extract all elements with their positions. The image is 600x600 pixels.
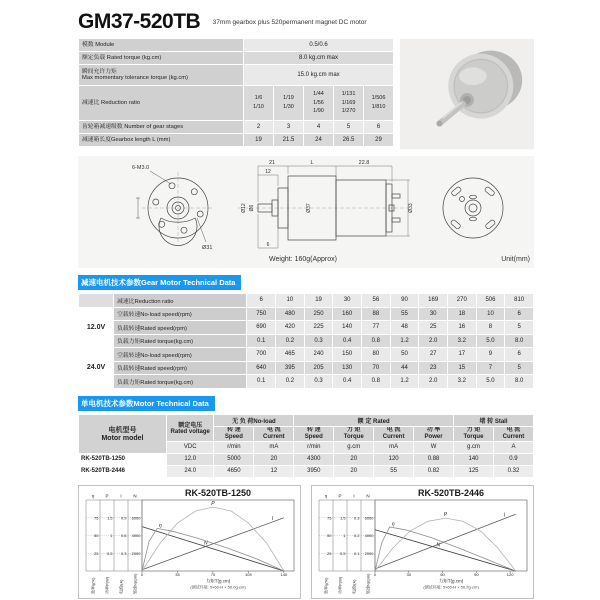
table-cell: 25 [419, 321, 447, 334]
svg-text:N: N [366, 493, 370, 499]
table-cell: 44 [391, 362, 419, 375]
table-cell: 55 [391, 308, 419, 321]
svg-text:105: 105 [245, 571, 252, 577]
row-label: 负载力矩Rated torque(kg.cm) [114, 335, 246, 348]
svg-text:P: P [443, 512, 448, 519]
dim-label-d37: Ø37 [306, 203, 312, 213]
table-cell: W [414, 442, 453, 453]
table-row [79, 134, 393, 146]
svg-text:0.3: 0.3 [353, 515, 360, 521]
motor-table [78, 414, 534, 478]
table-cell: 0.8 [362, 335, 390, 348]
table-cell: 640 [247, 362, 275, 375]
row-label: 减速比Reduction ratio [114, 294, 246, 307]
table-cell: A [494, 442, 533, 453]
table-cell: 8.0 [505, 335, 533, 348]
svg-text:25: 25 [327, 550, 332, 556]
table-cell: 88 [362, 308, 390, 321]
table-cell: 1/506 1/810 [364, 86, 393, 120]
table-cell: mA [374, 442, 413, 453]
table-cell: 2.0 [419, 375, 447, 388]
table-cell: r/min [294, 442, 333, 453]
voltage-header [167, 415, 214, 441]
svg-text:1: 1 [110, 532, 113, 538]
table-cell: 1/44 1/56 1/90 [304, 86, 333, 120]
svg-text:90: 90 [474, 571, 479, 577]
svg-text:I: I [120, 493, 122, 499]
table-cell: 3.2 [448, 375, 476, 388]
svg-text:70: 70 [210, 571, 216, 577]
row-label: 负载转速Rated speed(rpm) [114, 362, 246, 375]
gear-section-header: 减速电机技术参数Gear Motor Technical Data [78, 275, 241, 290]
dim-label-d31: Ø31 [202, 245, 213, 251]
table-cell: 6 [364, 121, 393, 133]
table-cell: 90 [391, 294, 419, 307]
svg-text:P: P [105, 493, 109, 499]
table-cell: 5000 [214, 454, 253, 465]
table-cell: 力 矩 Torque [454, 427, 493, 441]
table-cell: VDC [167, 442, 214, 453]
performance-charts [78, 485, 534, 599]
svg-text:力矩T(g.cm): 力矩T(g.cm) [438, 578, 464, 584]
svg-text:η: η [391, 521, 395, 528]
rear-view [443, 178, 503, 238]
table-cell: 125 [454, 466, 493, 477]
table-cell: 140 [454, 454, 493, 465]
table-cell: 8 [477, 321, 505, 334]
voltage-cell: 24.0V [79, 348, 113, 388]
table-row [79, 52, 393, 64]
table-cell: 6 [505, 348, 533, 361]
table-cell: 506 [477, 294, 505, 307]
svg-text:(测试环境: 5×60-H × 50.2g·cm): (测试环境: 5×60-H × 50.2g·cm) [423, 584, 479, 590]
table-cell: 9 [477, 348, 505, 361]
table-row [79, 308, 533, 321]
page-subtitle: 37mm gearbox plus 520permanent magnet DC motor [212, 19, 367, 26]
spec-label: 减速箱长度Gearbox length L (mm) [79, 134, 243, 146]
table-cell: 0.4 [333, 335, 361, 348]
svg-text:120: 120 [506, 571, 514, 577]
table-cell: 30 [419, 308, 447, 321]
table-cell: 18 [448, 308, 476, 321]
table-cell: 16 [448, 321, 476, 334]
table-cell: 21.5 [274, 134, 303, 146]
table-cell: 12.0 [167, 454, 214, 465]
svg-text:功率P(W): 功率P(W) [337, 576, 343, 594]
table-cell: 29 [364, 134, 393, 146]
table-cell: 5 [505, 321, 533, 334]
svg-text:1: 1 [343, 532, 346, 538]
svg-text:1.5: 1.5 [339, 515, 346, 521]
svg-text:1.5: 1.5 [106, 515, 113, 521]
group-header-rated: 额 定 Rated [294, 415, 453, 426]
svg-text:50: 50 [327, 532, 332, 538]
table-cell: 电 流 Current [374, 427, 413, 441]
svg-text:转速N(rpm): 转速N(rpm) [132, 573, 138, 594]
motor-section-header: 单电机技术参数Motor Technical Data [78, 396, 215, 411]
svg-text:0.2: 0.2 [353, 532, 360, 538]
table-cell: 270 [448, 294, 476, 307]
table-cell: 24 [304, 134, 333, 146]
table-cell: 3.2 [448, 335, 476, 348]
datasheet-page [78, 10, 534, 599]
table-cell: 810 [505, 294, 533, 307]
table-cell: 7 [477, 362, 505, 375]
spec-label: 齿轮箱减速级数 Number of gear stages [79, 121, 243, 133]
table-cell: 420 [276, 321, 304, 334]
svg-text:35: 35 [175, 571, 180, 577]
table-cell: 转 速 Speed [214, 427, 253, 441]
product-photo [400, 38, 534, 150]
table-cell: 50 [391, 348, 419, 361]
voltage-header-cn: 额定电压 [178, 423, 203, 430]
table-cell: g.cm [334, 442, 373, 453]
weight-label: Weight: 160g(Approx) [269, 256, 337, 263]
table-row [79, 65, 393, 85]
svg-text:0.6: 0.6 [120, 532, 127, 538]
table-cell: 20 [254, 454, 293, 465]
table-cell: 27 [419, 348, 447, 361]
table-cell: 465 [276, 348, 304, 361]
table-row [79, 362, 533, 375]
table-cell: 0.88 [414, 454, 453, 465]
spec-label-cn: 瞬间允许力矩 [82, 68, 117, 75]
table-cell: 6 [505, 308, 533, 321]
table-cell: 700 [247, 348, 275, 361]
table-cell: mA [254, 442, 293, 453]
table-cell: 0.4 [333, 375, 361, 388]
svg-text:2000: 2000 [364, 550, 374, 556]
svg-text:η: η [324, 493, 328, 499]
svg-text:0: 0 [140, 571, 144, 577]
row-label: 负载力矩Rated torque(kg.cm) [114, 375, 246, 388]
leader-lines [136, 171, 206, 242]
table-cell: 26.5 [334, 134, 363, 146]
table-row [79, 454, 533, 465]
performance-chart-2446 [311, 485, 534, 599]
svg-text:140: 140 [280, 571, 288, 577]
table-cell: 0.8 [362, 375, 390, 388]
dimension-lines [258, 166, 410, 248]
table-cell: 15 [448, 362, 476, 375]
table-cell: 8.0 [505, 375, 533, 388]
svg-text:N: N [204, 540, 208, 547]
svg-text:6000: 6000 [364, 515, 374, 521]
table-cell: 10 [477, 308, 505, 321]
dimension-drawing [78, 156, 534, 268]
table-cell: 80 [362, 348, 390, 361]
dim-label-12: 12 [265, 169, 271, 175]
svg-text:转速N(rpm): 转速N(rpm) [365, 573, 371, 594]
svg-text:4000: 4000 [131, 532, 141, 538]
table-cell: 12 [254, 466, 293, 477]
table-cell: 1/131 1/169 1/270 [334, 86, 363, 120]
table-cell: 240 [305, 348, 333, 361]
table-cell: 1/6 1/10 [244, 86, 273, 120]
table-row [79, 294, 533, 307]
svg-text:50: 50 [94, 532, 99, 538]
svg-text:25: 25 [94, 550, 99, 556]
table-cell: 电 流 Current [254, 427, 293, 441]
table-cell: 20 [334, 454, 373, 465]
table-cell: 0.1 [247, 375, 275, 388]
table-cell: 电 流 Current [494, 427, 533, 441]
table-cell: 19 [244, 134, 273, 146]
svg-text:6000: 6000 [131, 515, 141, 521]
svg-text:0.9: 0.9 [120, 515, 127, 521]
svg-text:0: 0 [373, 571, 377, 577]
spec-section [78, 38, 534, 150]
group-header-stall: 堵 转 Stall [454, 415, 533, 426]
table-cell: 4300 [294, 454, 333, 465]
motor-model: RK-520TB-1250 [79, 454, 166, 465]
table-cell: 5.0 [477, 335, 505, 348]
table-row [79, 335, 533, 348]
dim-label-6: 6 [266, 242, 270, 248]
table-row [79, 86, 393, 120]
table-cell: 56 [362, 294, 390, 307]
table-row [79, 415, 533, 426]
dim-label-228: 22.8 [358, 160, 370, 166]
model-header [79, 415, 166, 453]
table-cell: 24.0 [167, 466, 214, 477]
table-cell: 130 [333, 362, 361, 375]
table-cell: 205 [305, 362, 333, 375]
svg-text:电流I(A): 电流I(A) [351, 579, 357, 594]
page-title: GM37-520TB [78, 10, 201, 33]
table-cell: 5 [334, 121, 363, 133]
row-label: 空载转速No-load speed(rpm) [114, 308, 246, 321]
table-cell: 225 [305, 321, 333, 334]
svg-text:0.5: 0.5 [106, 550, 113, 556]
svg-text:60: 60 [440, 571, 445, 577]
svg-text:效率η(%): 效率η(%) [323, 577, 329, 594]
table-cell: 0.2 [276, 375, 304, 388]
table-cell: 55 [374, 466, 413, 477]
table-cell: 20 [334, 466, 373, 477]
table-cell: 0.9 [494, 454, 533, 465]
dimension-drawing-panel [78, 156, 534, 268]
unit-label: Unit(mm) [501, 256, 530, 263]
table-cell: 1.2 [391, 375, 419, 388]
table-cell: 750 [247, 308, 275, 321]
table-cell: 4 [304, 121, 333, 133]
table-cell: 1.2 [391, 335, 419, 348]
svg-text:P: P [211, 500, 215, 507]
table-cell: 160 [333, 308, 361, 321]
svg-text:η: η [91, 493, 95, 499]
dim-label-d33: Ø33 [408, 203, 414, 213]
svg-text:I: I [503, 512, 506, 519]
svg-text:75: 75 [327, 515, 332, 521]
table-cell: 140 [333, 321, 361, 334]
svg-text:75: 75 [94, 515, 99, 521]
table-cell: 23 [419, 362, 447, 375]
table-cell: 120 [374, 454, 413, 465]
row-label: 空载转速No-load speed(rpm) [114, 348, 246, 361]
dim-label-21: 21 [268, 160, 276, 166]
svg-text:功率P(W): 功率P(W) [104, 576, 110, 594]
table-cell: 3 [274, 121, 303, 133]
spec-value: 15.0 kg.cm max [244, 65, 393, 85]
dim-label-d6: Ø6 [249, 204, 255, 212]
table-cell: 力 矩 Torque [334, 427, 373, 441]
table-cell: 功 率 Power [414, 427, 453, 441]
table-cell: g.cm [454, 442, 493, 453]
dim-label-L: L [310, 160, 314, 166]
table-cell: 250 [305, 308, 333, 321]
table-cell: 10 [276, 294, 304, 307]
table-row [79, 375, 533, 388]
table-cell: 19 [305, 294, 333, 307]
dim-label-holes: 6-M3.0 [132, 165, 150, 171]
spec-label: 模数 Module [79, 39, 243, 51]
table-cell: 395 [276, 362, 304, 375]
svg-text:N: N [436, 542, 441, 549]
row-label: 负载转速Rated speed(rpm) [114, 321, 246, 334]
table-cell: 150 [333, 348, 361, 361]
performance-chart-1250 [78, 485, 301, 599]
table-cell: 30 [333, 294, 361, 307]
table-row [79, 121, 393, 133]
table-cell: 0.32 [494, 466, 533, 477]
svg-text:4000: 4000 [364, 532, 374, 538]
table-cell: 0.3 [305, 375, 333, 388]
spec-table [78, 38, 394, 147]
svg-text:2000: 2000 [131, 550, 141, 556]
motor-model: RK-520TB-2446 [79, 466, 166, 477]
table-cell: 2.0 [419, 335, 447, 348]
spec-label-en: Max momentary tolerance torque (kg.cm) [82, 75, 188, 81]
table-cell: 5 [505, 362, 533, 375]
table-cell: 70 [362, 362, 390, 375]
table-cell: 6 [247, 294, 275, 307]
svg-text:0.3: 0.3 [120, 550, 127, 556]
svg-text:I: I [271, 515, 274, 522]
spec-label [79, 65, 243, 85]
svg-text:0.5: 0.5 [339, 550, 346, 556]
table-cell: 4650 [214, 466, 253, 477]
svg-text:RK-520TB-1250: RK-520TB-1250 [184, 487, 252, 498]
table-cell: 5.0 [477, 375, 505, 388]
svg-text:力矩T(g.cm): 力矩T(g.cm) [205, 578, 231, 584]
table-cell: 480 [276, 308, 304, 321]
table-cell: 17 [448, 348, 476, 361]
table-cell: r/min [214, 442, 253, 453]
gear-motor-table [78, 293, 534, 389]
svg-text:效率η(%): 效率η(%) [90, 577, 96, 594]
svg-text:RK-520TB-2446: RK-520TB-2446 [417, 487, 485, 498]
svg-text:30: 30 [406, 571, 412, 577]
table-cell: 0.3 [305, 335, 333, 348]
spec-value: 0.5/0.6 [244, 39, 393, 51]
table-cell: 48 [391, 321, 419, 334]
group-header-noload: 无 负 荷No-load [214, 415, 293, 426]
svg-text:电流I(A): 电流I(A) [118, 579, 124, 594]
svg-text:η: η [159, 522, 162, 529]
svg-text:I: I [353, 493, 355, 499]
table-cell: 0.82 [414, 466, 453, 477]
centerlines [142, 172, 408, 244]
model-header-en: Motor model [101, 435, 144, 443]
dim-label-d12: Ø12 [241, 203, 247, 213]
table-cell: 转 速 Speed [294, 427, 333, 441]
voltage-cell: 12.0V [79, 308, 113, 348]
table-row [79, 466, 533, 477]
svg-text:0.1: 0.1 [353, 550, 360, 556]
table-cell: 0.2 [276, 335, 304, 348]
spec-label: 额定负载 Rated torque (kg.cm) [79, 52, 243, 64]
table-cell: 77 [362, 321, 390, 334]
table-cell: 690 [247, 321, 275, 334]
voltage-header-en: Rated voltage [170, 429, 210, 436]
svg-text:P: P [338, 493, 342, 499]
table-cell: 1/19 1/30 [274, 86, 303, 120]
spec-label: 减速比 Reduction ratio [79, 86, 243, 120]
header [78, 10, 534, 34]
svg-text:(测试环境: 5×60-H × 50.0g·cm): (测试环境: 5×60-H × 50.0g·cm) [190, 584, 246, 590]
table-cell: 169 [419, 294, 447, 307]
table-row [79, 321, 533, 334]
table-cell: 3950 [294, 466, 333, 477]
table-row [79, 348, 533, 361]
svg-text:N: N [133, 493, 137, 499]
table-cell: 2 [244, 121, 273, 133]
model-header-cn: 电机型号 [108, 427, 137, 435]
table-row [79, 39, 393, 51]
spec-value: 8.0 kg.cm max [244, 52, 393, 64]
table-cell: 0.1 [247, 335, 275, 348]
corner-cell [79, 294, 113, 307]
